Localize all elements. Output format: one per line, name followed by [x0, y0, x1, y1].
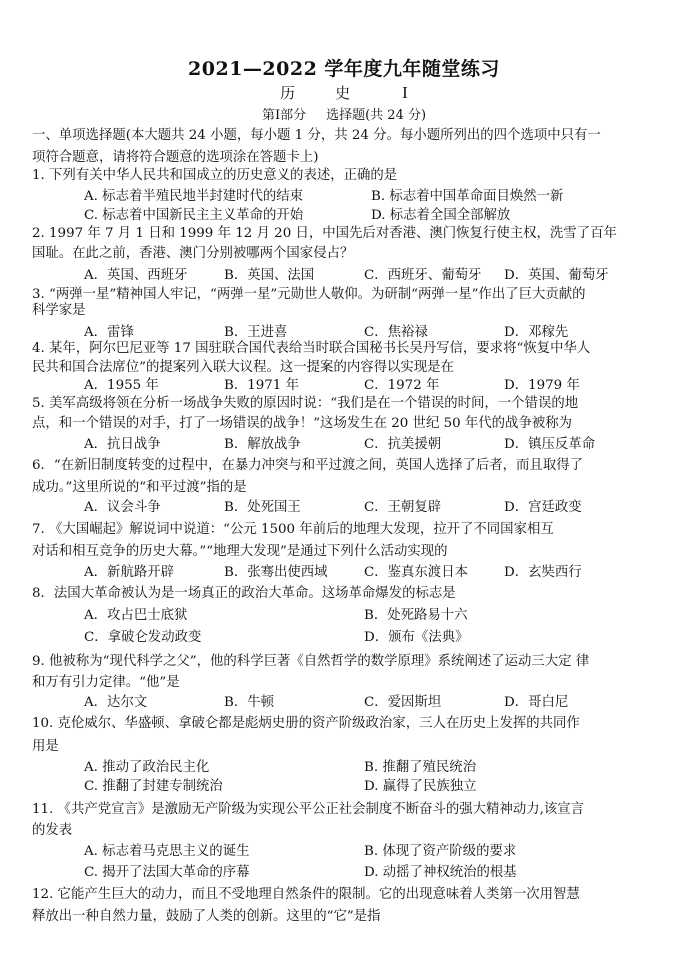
question-11-option-c: C. 揭开了法国大革命的序幕 — [84, 865, 250, 880]
question-4-stem-line-2: 民共和国合法席位”的提案列入联大议程。这一提案的内容得以实现是在 — [32, 360, 454, 375]
paper-roman-numeral: I — [402, 83, 408, 102]
question-5-option-d: D．镇压反革命 — [504, 437, 596, 452]
question-11-option-b: B. 体现了资产阶级的要求 — [364, 844, 517, 859]
question-6-option-d: D．宫廷政变 — [504, 500, 582, 515]
question-8-option-a: A．攻占巴士底狱 — [84, 608, 188, 623]
question-10-option-c: C. 推翻了封建专制统治 — [84, 779, 223, 794]
question-3-stem-line-2: 科学家是 — [32, 303, 86, 318]
question-2-option-d: D．英国、葡萄牙 — [504, 268, 609, 283]
question-4-option-d: D．1979 年 — [504, 378, 580, 393]
question-5-stem-line-1: 5. 美军高级将领在分析一场战争失败的原因时说：“我们是在一个错误的时间，一个错误的地 — [32, 396, 579, 411]
question-11-stem-line-2: 的发表 — [32, 823, 73, 838]
question-7-stem-line-1: 7. 《大国崛起》解说词中说道：“公元 1500 年前后的地理大发现，拉开了不同国家相互 — [32, 522, 554, 537]
part-description: 选择题(共 24 分) — [326, 108, 427, 123]
part-label: 第Ⅰ部分 — [261, 108, 307, 123]
question-8-stem: 8．法国大革命被认为是一场真正的政治大革命。这场革命爆发的标志是 — [32, 586, 456, 601]
question-3-option-d: D．邓稼先 — [504, 325, 569, 340]
subject-char-right: 史 — [335, 84, 351, 102]
question-7-option-c: C．鉴真东渡日本 — [364, 565, 468, 580]
question-7-stem-line-2: 对话和相互竞争的历史大幕。”“地理大发现”是通过下列什么活动实现的 — [32, 544, 448, 559]
question-3-option-b: B．王进喜 — [224, 325, 288, 340]
question-1-option-b: B. 标志着中国革命面目焕然一新 — [371, 189, 564, 204]
question-8-option-b: B．处死路易十六 — [364, 608, 468, 623]
question-2-stem-line-2: 国耻。在此之前，香港、澳门分别被哪两个国家侵占？ — [32, 246, 354, 261]
question-1-option-a: A. 标志着半殖民地半封建时代的结束 — [84, 189, 304, 204]
question-4-stem-line-1: 4. 某年，阿尔巴尼亚等 17 国驻联合国代表给当时联合国秘书长吴丹写信，要求将“恢复中华人 — [32, 341, 591, 356]
question-8-option-d: D．颁布《法典》 — [364, 630, 469, 645]
question-10-option-d: D. 赢得了民族独立 — [364, 779, 477, 794]
question-9-stem-line-2: 和万有引力定律。“他”是 — [32, 675, 180, 690]
question-12-stem-line-1: 12. 它能产生巨大的动力，而且不受地理自然条件的限制。它的出现意味着人类第一次用智慧 — [32, 887, 580, 902]
subject-heading — [0, 82, 688, 104]
question-9-option-b: B．牛顿 — [224, 695, 275, 710]
question-5-option-a: A．抗日战争 — [84, 437, 161, 452]
question-6-option-c: C．王朝复辟 — [364, 500, 442, 515]
question-3-option-c: C．焦裕禄 — [364, 325, 428, 340]
instructions-line-2: 项符合题意，请将符合题意的选项涂在答题卡上) — [32, 150, 319, 165]
question-3-option-a: A．雷锋 — [84, 325, 134, 340]
question-4-option-c: C．1972 年 — [364, 378, 440, 393]
question-9-option-c: C．爱因斯坦 — [364, 695, 442, 710]
question-5-stem-line-2: 点，和一个错误的对手，打了一场错误的战争！”这场发生在 20 世纪 50 年代的战争被称为 — [32, 416, 573, 431]
question-6-option-a: A．议会斗争 — [84, 500, 161, 515]
question-9-option-a: A．达尔文 — [84, 695, 148, 710]
question-1-option-d: D. 标志着全国全部解放 — [371, 208, 511, 223]
instructions-line-1: 一、单项选择题(本大题共 24 小题，每小题 1 分，共 24 分。每小题所列出的四个选项中只有一 — [32, 128, 601, 143]
question-11-option-d: D. 动摇了神权统治的根基 — [364, 865, 517, 880]
question-6-stem-line-2: 成功。”这里所说的“和平过渡”指的是 — [32, 480, 247, 495]
question-2-stem-line-1: 2. 1997 年 7 月 1 日和 1999 年 12 月 20 日，中国先后对香港、澳门恢复行使主权，洗雪了百年 — [32, 226, 617, 241]
exam-title: 2021—2022 学年度九年随堂练习 — [188, 58, 500, 80]
question-7-option-a: A．新航路开辟 — [84, 565, 175, 580]
question-12-stem-line-2: 释放出一种自然力量，鼓励了人类的创新。这里的“它”是指 — [32, 909, 381, 924]
question-9-option-d: D．哥白尼 — [504, 695, 569, 710]
question-4-option-a: A．1955 年 — [84, 378, 159, 393]
question-5-option-b: B．解放战争 — [224, 437, 301, 452]
question-1-option-c: C. 标志着中国新民主主义革命的开始 — [84, 208, 304, 223]
question-2-option-a: A．英国、西班牙 — [84, 268, 188, 283]
subject-char-left: 历 — [280, 84, 296, 102]
question-7-option-b: B．张骞出使西域 — [224, 565, 328, 580]
question-4-option-b: B．1971 年 — [224, 378, 299, 393]
question-8-option-c: C．拿破仑发动政变 — [84, 630, 202, 645]
question-11-option-a: A. 标志着马克思主义的诞生 — [84, 844, 250, 859]
question-6-option-b: B．处死国王 — [224, 500, 301, 515]
question-1-stem: 1. 下列有关中华人民共和国成立的历史意义的表述，正确的是 — [32, 168, 398, 183]
question-7-option-d: D．玄奘西行 — [504, 565, 582, 580]
question-10-option-a: A. 推动了政治民主化 — [84, 760, 210, 775]
question-11-stem-line-1: 11. 《共产党宣言》是激励无产阶级为实现公平公正社会制度不断奋斗的强大精神动力,该宣言 — [32, 802, 585, 817]
question-2-option-c: C．西班牙、葡萄牙 — [364, 268, 482, 283]
question-9-stem-line-1: 9. 他被称为“现代科学之父”，他的科学巨著《自然哲学的数学原理》系统阐述了运动三大定 律 — [32, 654, 590, 669]
part-heading — [0, 106, 688, 126]
question-10-stem-line-1: 10. 克伦威尔、华盛顿、拿破仑都是彪炳史册的资产阶级政治家，三人在历史上发挥的共同作 — [32, 716, 580, 731]
question-2-option-b: B．英国、法国 — [224, 268, 315, 283]
question-6-stem-line-1: 6．“在新旧制度转变的过程中，在暴力冲突与和平过渡之间，英国人选择了后者，而且取得了 — [32, 458, 583, 473]
question-10-option-b: B. 推翻了殖民统治 — [364, 760, 477, 775]
question-3-stem-line-1: 3. “两弹一星”精神国人牢记，“两弹一星”元勋世人敬仰。为研制“两弹一星”作出了巨大贡献的 — [32, 287, 586, 302]
question-5-option-c: C．抗美援朝 — [364, 437, 442, 452]
question-10-stem-line-2: 用是 — [32, 739, 59, 754]
